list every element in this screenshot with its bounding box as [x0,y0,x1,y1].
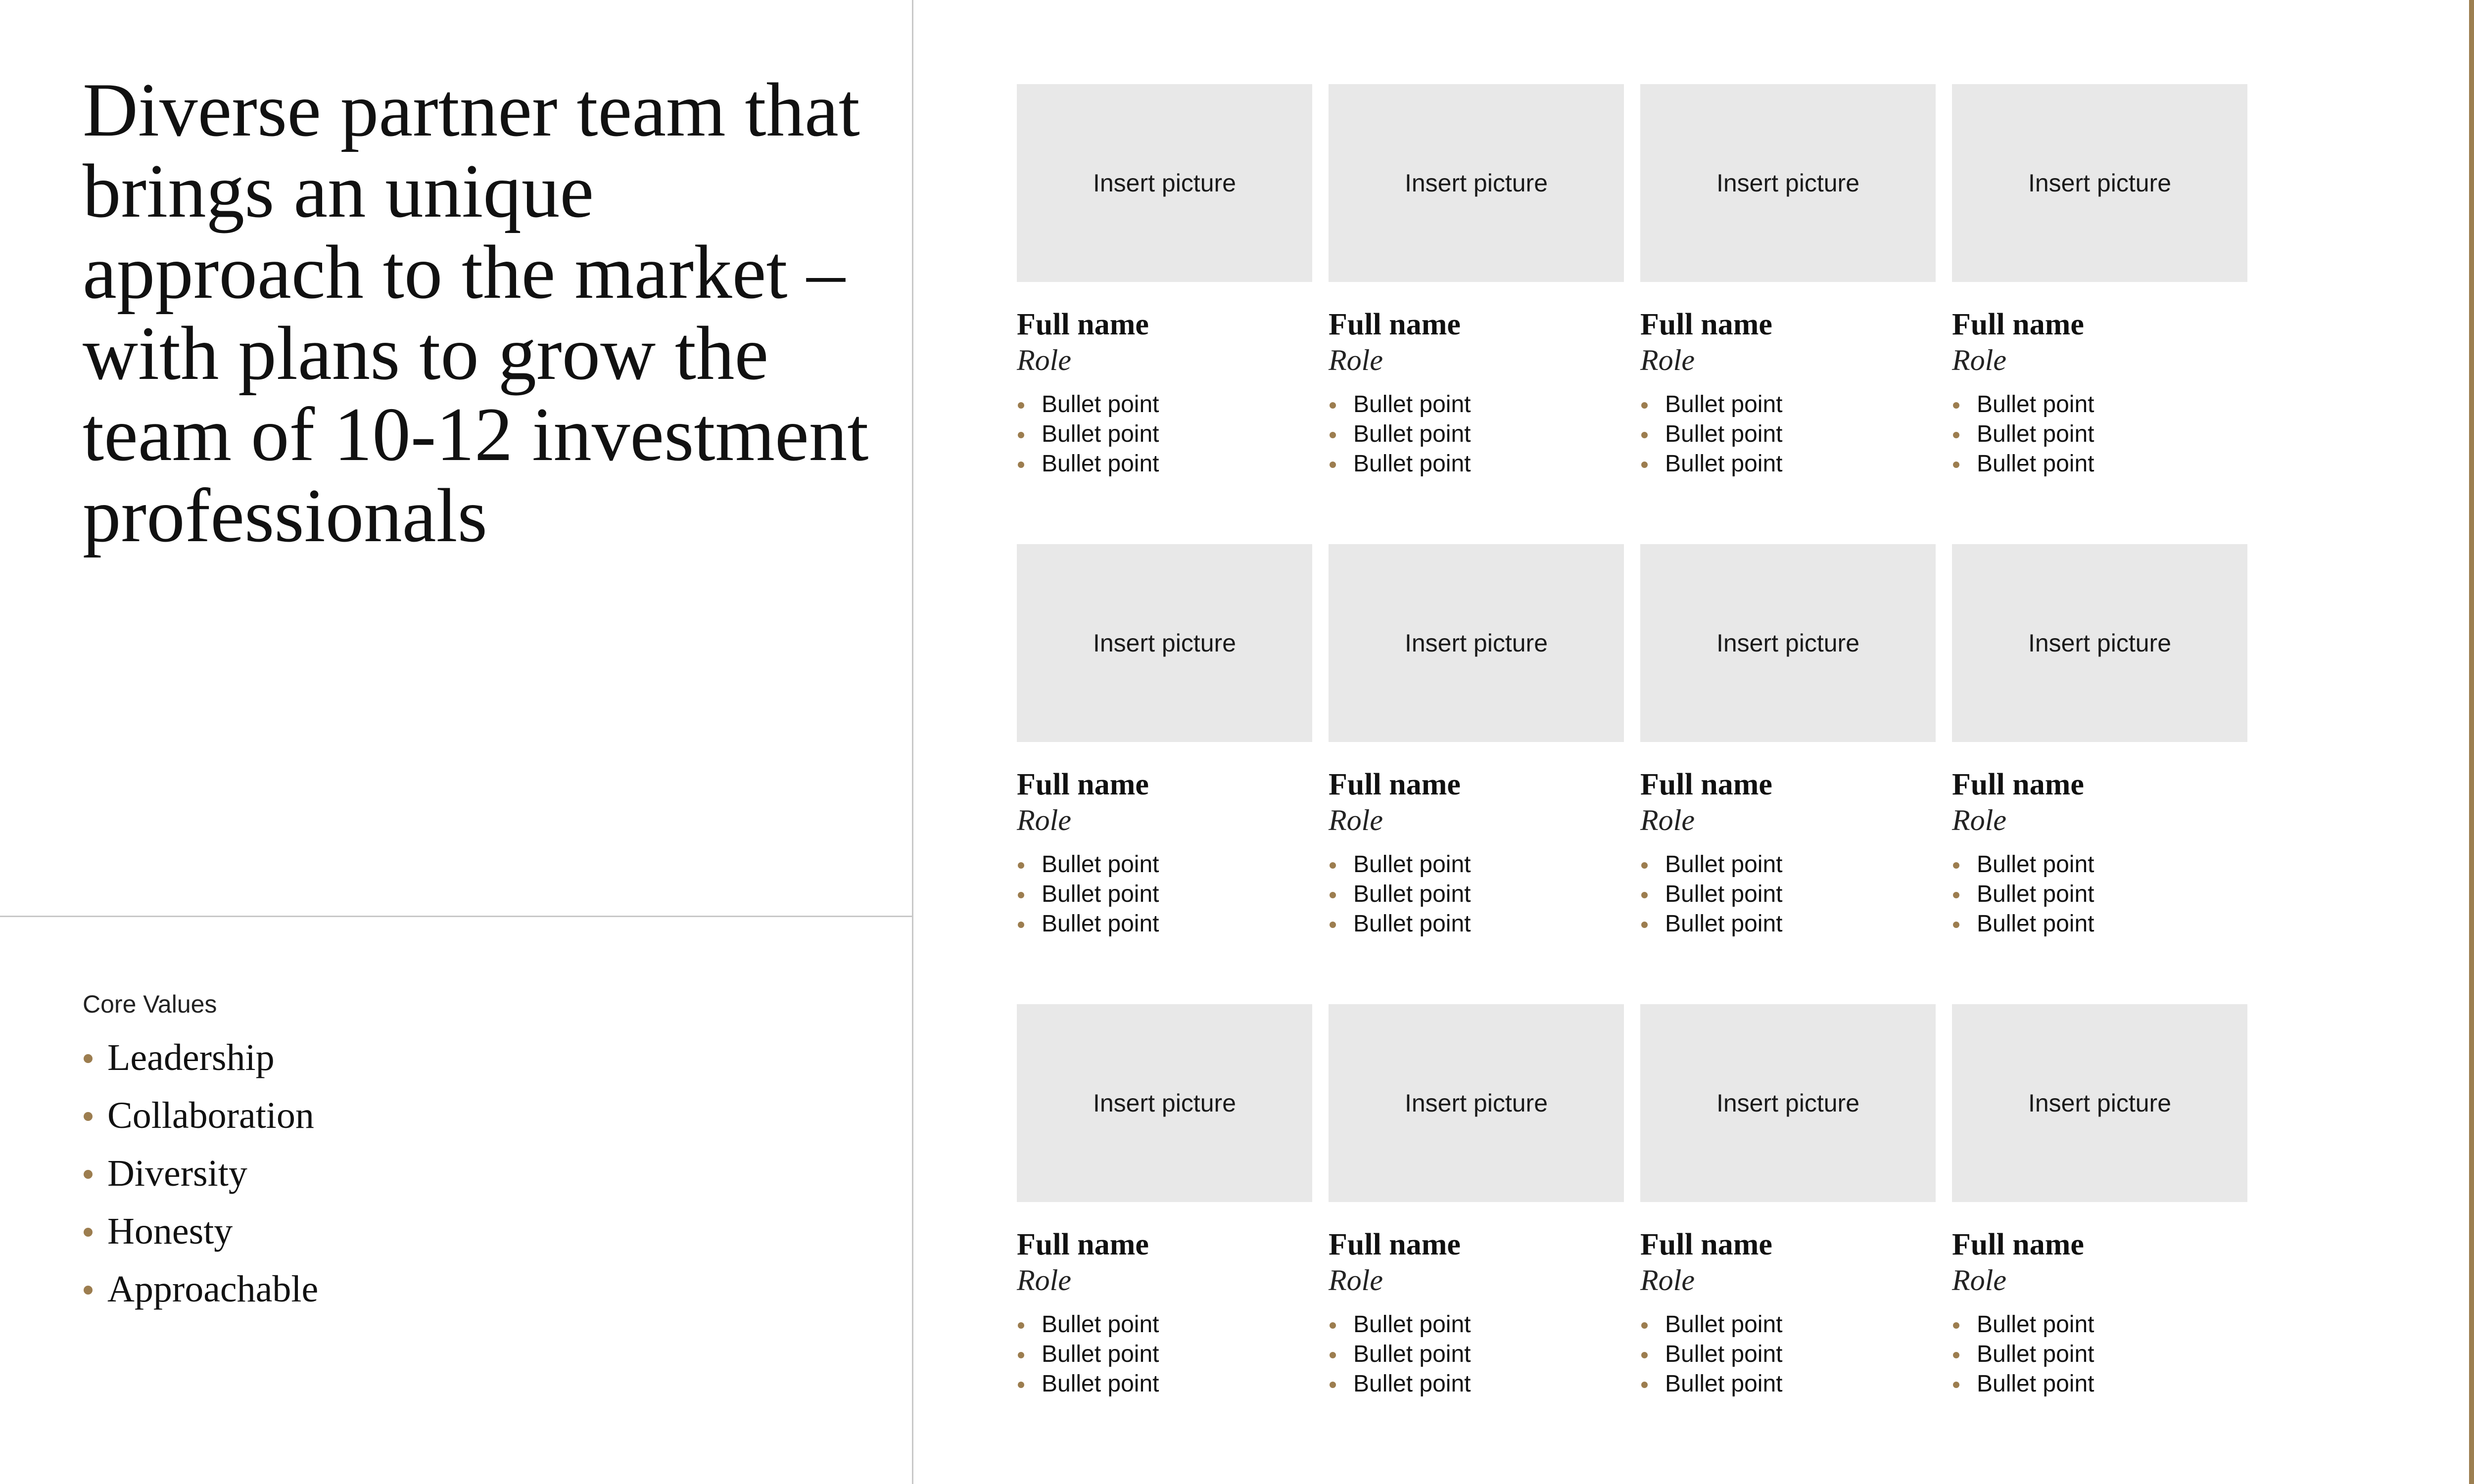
team-member-card [1329,1004,1624,1464]
bullet-text: Bullet point [1977,881,2094,907]
core-values-title: Core Values [83,990,217,1018]
member-bullets [1017,850,1312,939]
bullet-text: Bullet point [1353,911,1471,937]
bullet-icon [1018,922,1024,928]
bullet-icon [1018,1352,1024,1358]
member-name: Full name [1017,1228,1149,1261]
member-name: Full name [1017,308,1149,341]
member-role: Role [1017,344,1071,376]
bullet-text: Bullet point [1665,391,1783,417]
bullet-icon [1953,402,1959,409]
bullet-text: Bullet point [1042,851,1159,878]
bullet-item [1017,850,1312,880]
picture-placeholder[interactable]: Insert picture [1952,84,2247,282]
bullet-text: Bullet point [1977,851,2094,878]
bullet-text: Bullet point [1977,421,2094,447]
bullet-item [1952,1310,2247,1340]
bullet-icon [1330,1352,1336,1358]
bullet-text: Bullet point [1042,1371,1159,1397]
bullet-item [1017,390,1312,419]
picture-placeholder[interactable]: Insert picture [1017,1004,1312,1202]
bullet-text: Bullet point [1665,1311,1783,1338]
bullet-text: Bullet point [1353,1341,1471,1367]
bullet-icon [1330,1322,1336,1329]
brand-sidebar [2469,0,2474,1484]
bullet-text: Bullet point [1042,1311,1159,1338]
page-title: Diverse partner team that brings an unique approach to the market – with plans to grow the team of 10-12 investment professionals [83,67,869,558]
bullet-icon [84,1170,93,1179]
member-role: Role [1640,344,1695,376]
picture-placeholder[interactable]: Insert picture [1640,1004,1936,1202]
team-member-card [1952,84,2247,544]
member-name: Full name [1952,1228,2084,1261]
bullet-icon [1641,432,1648,438]
member-role: Role [1017,1264,1071,1297]
picture-placeholder[interactable]: Insert picture [1017,544,1312,742]
team-member-card [1017,1004,1312,1464]
bullet-text: Bullet point [1042,451,1159,477]
bullet-item [1329,390,1624,419]
member-name: Full name [1329,768,1461,801]
team-member-card [1640,84,1936,544]
bullet-icon [1330,432,1336,438]
bullet-item [1329,449,1624,479]
member-name: Full name [1329,308,1461,341]
bullet-item [1329,909,1624,939]
member-role: Role [1329,804,1383,836]
bullet-item [1952,909,2247,939]
member-name: Full name [1329,1228,1461,1261]
bullet-item [1640,419,1936,449]
bullet-item [1017,449,1312,479]
bullet-item [1952,1369,2247,1399]
member-bullets [1329,1310,1624,1399]
bullet-icon [1641,462,1648,468]
bullet-item [1952,850,2247,880]
bullet-text: Bullet point [1977,451,2094,477]
bullet-item [1329,1340,1624,1369]
bullet-text: Bullet point [1665,851,1783,878]
bullet-item [1017,419,1312,449]
team-member-card [1952,1004,2247,1464]
bullet-icon [1330,892,1336,898]
core-value-label: Honesty [107,1210,233,1252]
vertical-divider [912,0,913,1484]
bullet-text: Bullet point [1353,851,1471,878]
bullet-item [1640,1340,1936,1369]
bullet-icon [84,1286,93,1295]
member-name: Full name [1952,768,2084,801]
picture-placeholder[interactable]: Insert picture [1329,84,1624,282]
member-bullets [1952,850,2247,939]
member-bullets [1952,1310,2247,1399]
bullet-item [1952,1340,2247,1369]
member-role: Role [1952,1264,2006,1297]
member-role: Role [1329,344,1383,376]
picture-placeholder[interactable]: Insert picture [1640,544,1936,742]
bullet-text: Bullet point [1353,421,1471,447]
team-member-card [1640,1004,1936,1464]
bullet-icon [1641,1322,1648,1329]
bullet-icon [1953,862,1959,869]
core-value-label: Collaboration [107,1095,314,1136]
bullet-icon [1641,862,1648,869]
bullet-icon [1953,922,1959,928]
bullet-icon [1953,1352,1959,1358]
core-value-label: Leadership [107,1037,275,1078]
bullet-icon [84,1054,93,1063]
bullet-icon [1018,402,1024,409]
picture-placeholder[interactable]: Insert picture [1329,1004,1624,1202]
bullet-item [1952,449,2247,479]
bullet-icon [1330,462,1336,468]
bullet-item [1640,880,1936,909]
picture-placeholder[interactable]: Insert picture [1952,544,2247,742]
bullet-text: Bullet point [1665,1341,1783,1367]
bullet-item [1640,850,1936,880]
bullet-icon [1953,1382,1959,1388]
team-member-card [1329,84,1624,544]
bullet-text: Bullet point [1665,421,1783,447]
bullet-text: Bullet point [1353,451,1471,477]
team-member-card [1952,544,2247,1004]
bullet-icon [1953,892,1959,898]
team-member-card [1017,84,1312,544]
bullet-icon [1641,922,1648,928]
bullet-text: Bullet point [1665,881,1783,907]
member-bullets [1329,390,1624,479]
bullet-item [1017,880,1312,909]
horizontal-divider [0,916,913,917]
bullet-item [1017,1340,1312,1369]
bullet-item [1017,909,1312,939]
picture-placeholder[interactable]: Insert picture [1952,1004,2247,1202]
bullet-item [1329,1310,1624,1340]
member-bullets [1640,1310,1936,1399]
team-grid [1017,84,2247,1464]
bullet-icon [1330,862,1336,869]
member-name: Full name [1952,308,2084,341]
member-role: Role [1329,1264,1383,1297]
bullet-item [1952,390,2247,419]
bullet-icon [1018,892,1024,898]
member-bullets [1017,390,1312,479]
member-role: Role [1640,804,1695,836]
bullet-item [1640,390,1936,419]
bullet-item [1640,1310,1936,1340]
picture-placeholder[interactable]: Insert picture [1640,84,1936,282]
member-name: Full name [1640,768,1772,801]
bullet-text: Bullet point [1977,1311,2094,1338]
core-values-list [83,1029,825,1318]
bullet-text: Bullet point [1042,421,1159,447]
bullet-text: Bullet point [1977,1341,2094,1367]
member-name: Full name [1640,308,1772,341]
core-values-section [83,989,825,1318]
bullet-icon [1953,432,1959,438]
bullet-item [1952,419,2247,449]
bullet-item [1640,1369,1936,1399]
bullet-text: Bullet point [1353,881,1471,907]
bullet-icon [1330,1382,1336,1388]
bullet-text: Bullet point [1977,1371,2094,1397]
bullet-icon [1018,862,1024,869]
bullet-icon [1641,892,1648,898]
member-bullets [1640,390,1936,479]
bullet-item [1329,880,1624,909]
core-value-item [83,1203,825,1260]
core-value-item [83,1087,825,1145]
bullet-item [1329,850,1624,880]
bullet-item [1329,1369,1624,1399]
member-name: Full name [1017,768,1149,801]
team-member-card [1017,544,1312,1004]
team-member-card [1329,544,1624,1004]
core-value-item [83,1029,825,1087]
bullet-text: Bullet point [1353,1371,1471,1397]
bullet-icon [1018,432,1024,438]
bullet-text: Bullet point [1042,391,1159,417]
bullet-text: Bullet point [1353,1311,1471,1338]
member-role: Role [1640,1264,1695,1297]
member-role: Role [1017,804,1071,836]
member-role: Role [1952,804,2006,836]
bullet-icon [84,1228,93,1237]
bullet-text: Bullet point [1665,451,1783,477]
member-bullets [1952,390,2247,479]
member-role: Role [1952,344,2006,376]
member-bullets [1329,850,1624,939]
bullet-item [1640,909,1936,939]
bullet-item [1329,419,1624,449]
bullet-item [1640,449,1936,479]
bullet-icon [1641,402,1648,409]
bullet-text: Bullet point [1977,911,2094,937]
bullet-icon [1018,462,1024,468]
bullet-text: Bullet point [1042,1341,1159,1367]
bullet-icon [1018,1322,1024,1329]
bullet-text: Bullet point [1665,1371,1783,1397]
bullet-text: Bullet point [1353,391,1471,417]
bullet-icon [1953,1322,1959,1329]
bullet-icon [1953,462,1959,468]
bullet-item [1952,880,2247,909]
team-member-card [1640,544,1936,1004]
bullet-text: Bullet point [1042,881,1159,907]
core-value-item [83,1145,825,1203]
bullet-icon [1641,1382,1648,1388]
core-value-item [83,1260,825,1318]
bullet-item [1017,1369,1312,1399]
picture-placeholder[interactable]: Insert picture [1329,544,1624,742]
bullet-text: Bullet point [1977,391,2094,417]
bullet-icon [1330,922,1336,928]
member-bullets [1017,1310,1312,1399]
bullet-icon [1018,1382,1024,1388]
bullet-item [1017,1310,1312,1340]
member-name: Full name [1640,1228,1772,1261]
bullet-icon [1330,402,1336,409]
core-value-label: Diversity [107,1153,247,1194]
picture-placeholder[interactable]: Insert picture [1017,84,1312,282]
bullet-text: Bullet point [1042,911,1159,937]
bullet-icon [84,1112,93,1121]
core-value-label: Approachable [107,1268,319,1310]
member-bullets [1640,850,1936,939]
bullet-icon [1641,1352,1648,1358]
bullet-text: Bullet point [1665,911,1783,937]
